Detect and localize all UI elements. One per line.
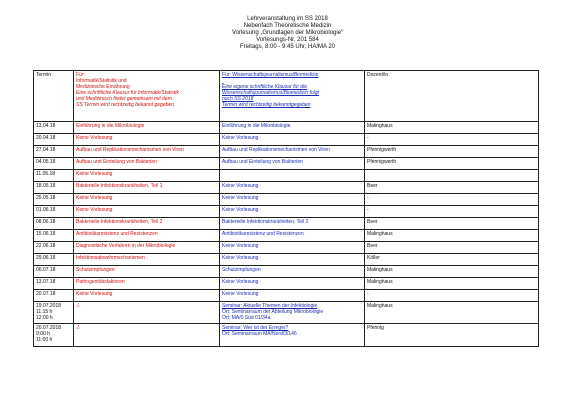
table-row [34, 146, 539, 158]
document-header [180, 16, 395, 51]
header-line: Vorlesungs-Nr. 201 584 [256, 37, 319, 43]
lecturer-cell: Malinghaus [365, 122, 539, 134]
group1-topic-cell: Keine Vorlesung [74, 194, 220, 206]
lecturer-cell: Malinghaus [365, 302, 539, 324]
group1-topic-cell: Keine Vorlesung [74, 170, 220, 182]
date-cell: 13.07.18 [34, 278, 74, 290]
date-cell: 20.04.18 [34, 134, 74, 146]
lecturer-cell: Pfennigwerth [365, 146, 539, 158]
header-cell-line: Eine schriftliche Klausur für Informatik/Statistik [76, 90, 179, 96]
header-termin: Termin [34, 71, 74, 122]
lecturer-cell: Malinghaus [365, 278, 539, 290]
group2-topic-cell: Keine Vorlesung [220, 182, 365, 194]
date-line: 20.07.2018 [36, 325, 62, 331]
seminar-info-line: Ort: MA/0 Süd 01/34a [222, 315, 271, 321]
date-cell: 15.06.18 [34, 230, 74, 242]
date-cell [34, 324, 74, 347]
date-line: 11:00 h [36, 337, 53, 343]
header-cell-line: Eine eigene schriftliche Klausur für die [222, 84, 308, 90]
table-row [34, 278, 539, 290]
group1-topic-cell: Aufbau und Replikationsmechanismen von Viren [74, 146, 220, 158]
table-row [34, 242, 539, 254]
group2-topic-cell: Aufbau und Einteilung von Bakterien [220, 158, 365, 170]
table-row [34, 290, 539, 302]
group1-topic-cell: Aufbau und Einteilung von Bakterien [74, 158, 220, 170]
header-cell-line: Für: Wissenschaftsjournalismus/Biomedizin [222, 72, 319, 78]
header-cell-line: Medizinische Ernährung [76, 84, 130, 90]
table-row [34, 230, 539, 242]
header-line: Nebenfach Theoretische Medizin [243, 23, 332, 29]
group1-topic-cell: Diagnostische Verfahren in der Mikrobiologie [74, 242, 220, 254]
header-group-1 [74, 71, 220, 122]
date-cell: 08.06.18 [34, 218, 74, 230]
group2-topic-cell: Keine Vorlesung [220, 290, 365, 302]
lecturer-cell: Beer [365, 242, 539, 254]
date-cell: 04.05.18 [34, 158, 74, 170]
group1-topic-cell: ./. [74, 324, 220, 347]
group2-topic-cell: Einführung in die Mikrobiologie [220, 122, 365, 134]
date-line: 11:15 h [36, 309, 53, 315]
date-cell: 13.04.18 [34, 122, 74, 134]
table-row [34, 266, 539, 278]
table-row [34, 254, 539, 266]
schedule-table [33, 70, 539, 347]
date-line: 19.07.2018 [36, 303, 62, 309]
header-cell-line: Informatik/Statistik und [76, 78, 127, 84]
lecturer-cell: Pfennigwerth [365, 158, 539, 170]
table-header-row [34, 71, 539, 122]
group2-topic-cell: Keine Vorlesung [220, 206, 365, 218]
group2-topic-cell: Keine Vorlesung [220, 134, 365, 146]
group1-topic-cell: Infektionsabwehrmechanismen [74, 254, 220, 266]
group2-topic-cell: Keine Vorlesung [220, 242, 365, 254]
header-group-2 [220, 71, 365, 122]
seminar-info-line: Seminar: Wer ist der Erreger? [222, 325, 289, 331]
date-cell: 20.07.18 [34, 290, 74, 302]
date-cell: 01.06.18 [34, 206, 74, 218]
seminar-info-cell [220, 324, 365, 347]
table-row [34, 170, 539, 182]
lecturer-cell: Malinghaus [365, 266, 539, 278]
lecturer-cell: Pfennig [365, 324, 539, 347]
date-cell: 11.05.18 [34, 170, 74, 182]
header-cell-line: Wissenschaftsjournalismus/Biomedizin folgt [222, 90, 319, 96]
header-cell-line: noch SS 2018 [222, 96, 254, 102]
seminar-info-line: Seminar: Aktuelle Themen der Infektiologie [222, 303, 318, 309]
group1-topic-cell: Keine Vorlesung [74, 206, 220, 218]
lecturer-cell: - [365, 134, 539, 146]
group2-topic-cell: Schutzimpfungen [220, 266, 365, 278]
group1-topic-cell: Keine Vorlesung [74, 134, 220, 146]
seminar-info-cell [220, 302, 365, 324]
date-cell: 29.06.18 [34, 254, 74, 266]
group2-topic-cell [220, 170, 365, 182]
group1-topic-cell: Antibiotikaresistenz und Resistenzen [74, 230, 220, 242]
lecturer-cell: - [365, 206, 539, 218]
date-cell: 27.04.18 [34, 146, 74, 158]
lecturer-cell: Beer [365, 182, 539, 194]
group2-topic-cell: Antibiotikaresistenz und Resistenzen [220, 230, 365, 242]
group2-topic-cell: Keine Vorlesung [220, 278, 365, 290]
lecturer-cell: Köller [365, 254, 539, 266]
header-dozent: Dozent/in [365, 71, 539, 122]
table-row [34, 122, 539, 134]
group1-topic-cell: Bakterielle Infektionskrankheiten, Teil 2 [74, 218, 220, 230]
header-line: Lehrveranstaltung im SS 2018 [247, 16, 328, 22]
header-line: Vorlesung „Grundlagen der Mikrobiologie“ [231, 30, 344, 36]
header-cell-line: Für: [76, 72, 85, 78]
table-row [34, 206, 539, 218]
lecturer-cell: - [365, 290, 539, 302]
table-row [34, 194, 539, 206]
group2-topic-cell: Keine Vorlesung [220, 254, 365, 266]
table-row [34, 134, 539, 146]
group2-topic-cell: Aufbau und Replikationsmechanismen von Viren [220, 146, 365, 158]
date-cell: 22.06.18 [34, 242, 74, 254]
date-cell: 06.07.18 [34, 266, 74, 278]
group1-topic-cell: ./. [74, 302, 220, 324]
group1-topic-cell: Keine Vorlesung [74, 290, 220, 302]
date-cell: 25.05.18 [34, 194, 74, 206]
lecturer-cell: Malinghaus [365, 230, 539, 242]
seminar-info-line: Ort: Seminarraum MA/Nord/3/146 [222, 331, 297, 337]
table-row [34, 218, 539, 230]
table-row [34, 182, 539, 194]
date-line: 12:00 h [36, 315, 53, 321]
group2-topic-cell: Bakterielle Infektionskrankheiten, Teil 2 [220, 218, 365, 230]
date-cell [34, 302, 74, 324]
lecturer-cell [365, 170, 539, 182]
group1-topic-cell: Einführung in die Mikrobiologie [74, 122, 220, 134]
group1-topic-cell: Bakterielle Infektionskrankheiten, Teil 1 [74, 182, 220, 194]
seminar-row [34, 324, 539, 347]
group1-topic-cell: Pathogenitätsfaktoren [74, 278, 220, 290]
seminar-info-line: Ort: Seminarraum der Abteilung Mikrobiologie [222, 309, 324, 315]
header-cell-line: und Medizinisch findet gemeinsam mit dem [76, 96, 172, 102]
lecturer-cell: Beer [365, 218, 539, 230]
date-cell: 18.05.18 [34, 182, 74, 194]
group2-topic-cell: Keine Vorlesung [220, 194, 365, 206]
header-cell-line: Termin wird rechtzeitig bekanntgegeben [222, 102, 311, 108]
table-row [34, 158, 539, 170]
seminar-row [34, 302, 539, 324]
group1-topic-cell: Schutzimpfungen [74, 266, 220, 278]
header-cell-line: SS Termin wird rechtzeitig bekannt gegeben. [76, 102, 176, 108]
header-line: Freitags, 8:00 - 9:45 Uhr, HA/MA 20 [239, 44, 336, 50]
lecturer-cell: - [365, 194, 539, 206]
date-line: 9:00 h [36, 331, 50, 337]
